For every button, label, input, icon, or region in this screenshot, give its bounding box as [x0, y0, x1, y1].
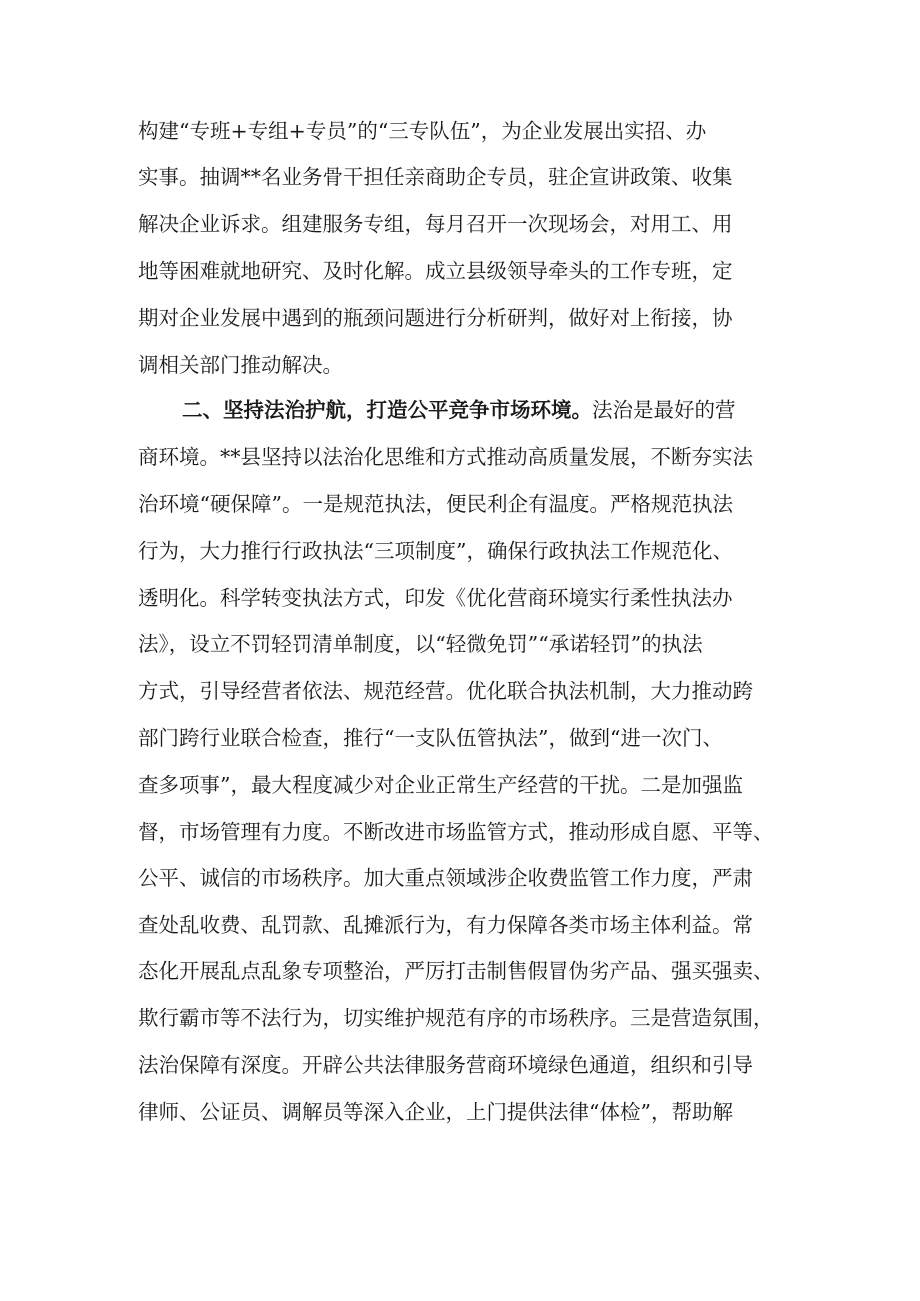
text-line: 态化开展乱点乱象专项整治，严厉打击制售假冒伪劣产品、强买强卖、 — [138, 959, 774, 983]
text-line: 方式，引导经营者依法、规范经营。优化联合执法机制，大力推动跨 — [138, 679, 753, 703]
text-line: 法》，设立不罚轻罚清单制度，以“轻微免罚”“承诺轻罚”的执法 — [138, 632, 703, 656]
text-line: 透明化。科学转变执法方式，印发《优化营商环境实行柔性执法办 — [138, 586, 733, 610]
text-line: 构建“专班+专组+专员”的“三专队伍”，为企业发展出实招、办 — [138, 119, 707, 143]
text-line: 行为，大力推行行政执法“三项制度”，确保行政执法工作规范化、 — [138, 539, 733, 563]
text-line: 实事。抽调**名业务骨干担任亲商助企专员，驻企宣讲政策、收集 — [138, 165, 733, 189]
text-line: 律师、公证员、调解员等深入企业，上门提供法律“体检”，帮助解 — [138, 1100, 733, 1124]
text-line: 查处乱收费、乱罚款、乱摊派行为，有力保障各类市场主体利益。常 — [138, 913, 753, 937]
text-line: 法治保障有深度。开辟公共法律服务营商环境绿色通道，组织和引导 — [138, 1053, 753, 1077]
text-line: 部门跨行业联合检查，推行“一支队伍管执法”，做到“进一次门、 — [138, 726, 723, 750]
text-line: 治环境“硬保障”。一是规范执法，便民利企有温度。严格规范执法 — [138, 492, 733, 516]
text-line: 督，市场管理有力度。不断改进市场监管方式，推动形成自愿、平等、 — [138, 820, 774, 844]
paragraph-first-line — [182, 390, 778, 430]
text-line: 地等困难就地研究、及时化解。成立县级领导牵头的工作专班，定 — [138, 259, 733, 283]
text-line: 欺行霸市等不法行为，切实维护规范有序的市场秩序。三是营造氛围， — [138, 1006, 774, 1030]
text-span: 法治是最好的营 — [592, 398, 736, 422]
text-line: 解决企业诉求。组建服务专组，每月召开一次现场会，对用工、用 — [138, 212, 733, 236]
text-line: 期对企业发展中遇到的瓶颈问题进行分析研判，做好对上衔接，协 — [138, 306, 733, 330]
section-heading: 二、坚持法治护航，打造公平竞争市场环境。 — [182, 398, 592, 422]
text-line: 查多项事”，最大程度减少对企业正常生产经营的干扰。二是加强监 — [138, 773, 743, 797]
text-line: 公平、诚信的市场秩序。加大重点领域涉企收费监管工作力度，严肃 — [138, 866, 753, 890]
text-line: 调相关部门推动解决。 — [138, 353, 343, 377]
text-line: 商环境。**县坚持以法治化思维和方式推动高质量发展，不断夯实法 — [138, 445, 753, 469]
